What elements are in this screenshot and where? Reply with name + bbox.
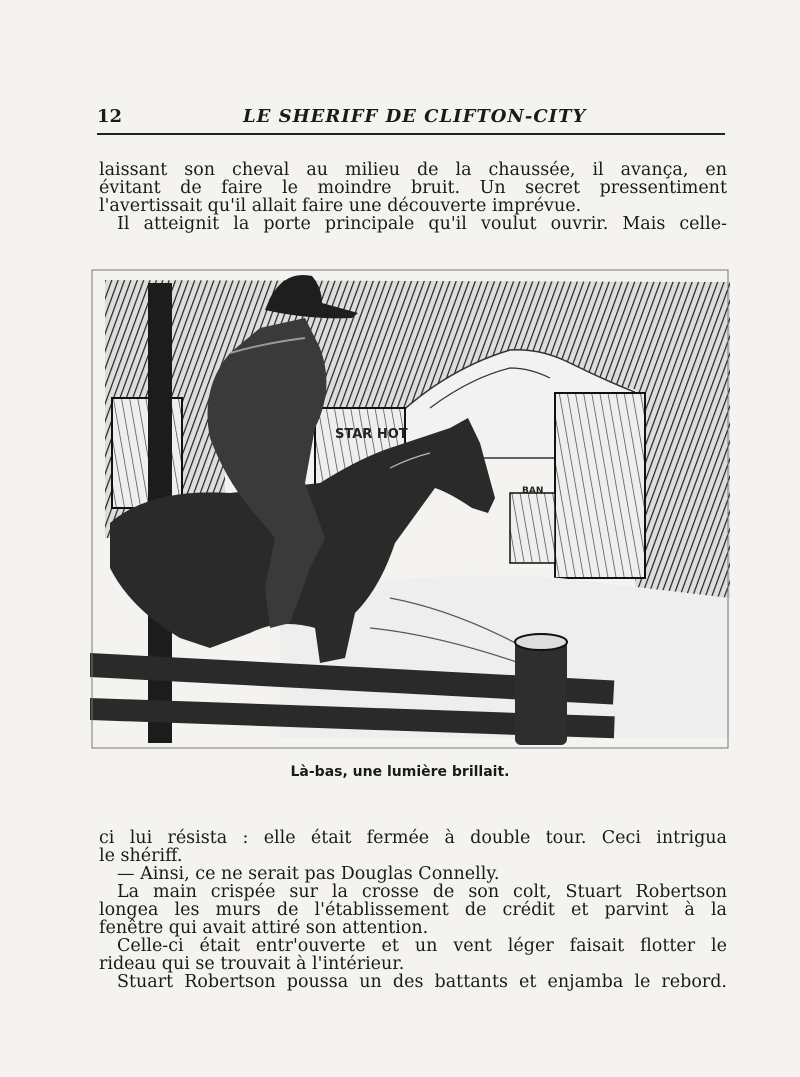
text-line: — Ainsi, ce ne serait pas Douglas Connelly. (117, 864, 500, 884)
text-line: le shériff. (99, 846, 183, 866)
star-hotel-sign: STAR HOT (335, 427, 408, 442)
text-line: ci lui résista : elle était fermée à double tour. Ceci intrigua (99, 828, 727, 848)
page-header (97, 103, 725, 135)
illustration (90, 268, 730, 750)
text-line: l'avertissait qu'il allait faire une découverte imprévue. (99, 196, 582, 216)
text-line: Celle-ci était entr'ouverte et un vent léger faisait flotter le (117, 936, 727, 956)
text-line: fenêtre qui avait attiré son attention. (99, 918, 429, 938)
text-block-bottom (99, 829, 727, 991)
text-line: longea les murs de l'établissement de crédit et parvint à la (99, 900, 727, 920)
western-scene-drawing (90, 268, 730, 750)
text-line: Stuart Robertson poussa un des battants et enjamba le rebord. (117, 972, 727, 992)
text-line: Il atteignit la porte principale qu'il voulut ouvrir. Mais celle- (117, 214, 727, 234)
text-line: La main crispée sur la crosse de son colt, Stuart Robertson (117, 882, 727, 902)
page-number: 12 (97, 106, 123, 127)
text-line: rideau qui se trouvait à l'intérieur. (99, 954, 405, 974)
text-line: laissant son cheval au milieu de la chaussée, il avança, en (99, 160, 727, 180)
text-line: évitant de faire le moindre bruit. Un secret pressentiment (99, 178, 727, 198)
bank-sign: BAN (522, 486, 544, 496)
running-title: LE SHERIFF DE CLIFTON-CITY (243, 106, 587, 127)
text-block-top (99, 161, 727, 233)
illustration-caption: Là-bas, une lumière brillait. (290, 764, 510, 780)
